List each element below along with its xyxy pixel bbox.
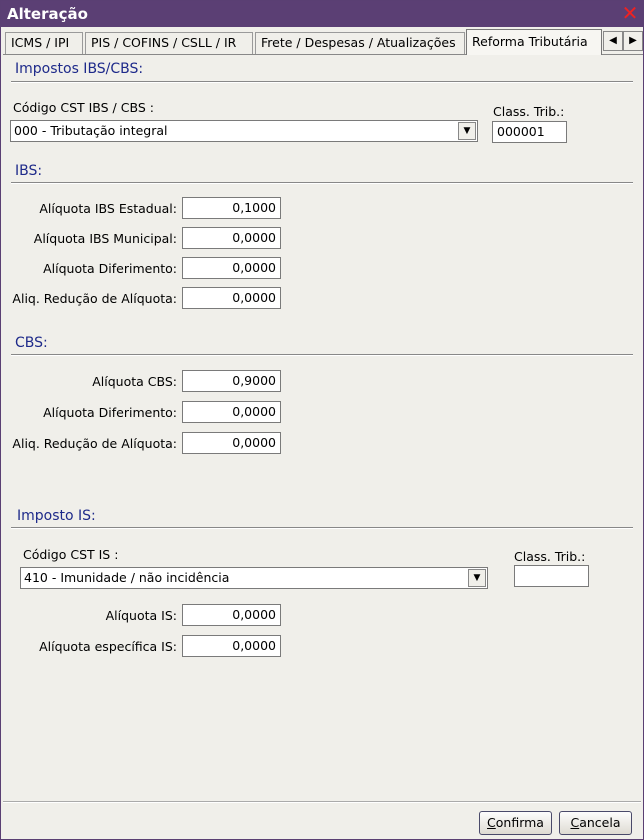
aliquota-especifica-is-label: Alíquota específica IS:: [39, 639, 177, 654]
aliquota-ibs-municipal-input[interactable]: 0,0000: [182, 227, 281, 249]
section-divider: [11, 527, 633, 529]
tab-label: Reforma Tributária: [472, 34, 588, 49]
confirma-mnemonic: C: [487, 815, 496, 830]
window-title: Alteração: [7, 5, 88, 23]
section-title-ibs: IBS:: [15, 163, 43, 179]
aliq-reducao-cbs-input[interactable]: 0,0000: [182, 432, 281, 454]
class-trib-is-input[interactable]: [514, 565, 589, 587]
section-divider: [11, 81, 633, 83]
confirma-button[interactable]: [479, 811, 552, 835]
aliq-reducao-ibs-label: Aliq. Redução de Alíquota:: [12, 291, 177, 306]
section-title-cbs: CBS:: [15, 335, 48, 351]
cancela-label: ancela: [579, 815, 621, 830]
aliquota-diferimento-cbs-label: Alíquota Diferimento:: [43, 405, 177, 420]
cst-ibs-cbs-value: 000 - Tributação integral: [14, 123, 168, 138]
title-bar: [1, 1, 643, 27]
aliquota-ibs-estadual-label: Alíquota IBS Estadual:: [39, 201, 177, 216]
footer-divider: [3, 801, 641, 803]
class-trib-label: Class. Trib.:: [493, 104, 565, 119]
tab-scroll-right-icon[interactable]: ▶: [623, 31, 643, 51]
aliquota-ibs-municipal-label: Alíquota IBS Municipal:: [33, 231, 177, 246]
section-divider: [11, 182, 633, 184]
cst-ibs-cbs-select[interactable]: [10, 120, 478, 142]
tab-icms-ipi[interactable]: [5, 32, 83, 54]
aliquota-diferimento-ibs-label: Alíquota Diferimento:: [43, 261, 177, 276]
aliquota-is-input[interactable]: 0,0000: [182, 604, 281, 626]
chevron-down-icon[interactable]: ▼: [458, 122, 476, 140]
section-divider: [11, 354, 633, 356]
cst-is-label: Código CST IS :: [23, 547, 119, 562]
aliquota-especifica-is-input[interactable]: 0,0000: [182, 635, 281, 657]
section-title-is: Imposto IS:: [17, 508, 96, 524]
tab-strip: [3, 29, 643, 55]
cancela-button[interactable]: [559, 811, 632, 835]
aliq-reducao-ibs-input[interactable]: 0,0000: [182, 287, 281, 309]
cst-ibs-cbs-label: Código CST IBS / CBS :: [13, 100, 154, 115]
section-title-ibs-cbs: Impostos IBS/CBS:: [15, 61, 144, 77]
tab-reforma-tributaria[interactable]: [466, 29, 602, 55]
cancela-mnemonic: C: [570, 815, 580, 830]
aliquota-cbs-input[interactable]: 0,9000: [182, 370, 281, 392]
cst-is-select[interactable]: [20, 567, 488, 589]
aliquota-cbs-label: Alíquota CBS:: [92, 374, 177, 389]
class-trib-input[interactable]: 000001: [492, 121, 567, 143]
chevron-down-icon[interactable]: ▼: [468, 569, 486, 587]
aliquota-ibs-estadual-input[interactable]: 0,1000: [182, 197, 281, 219]
cst-is-value: 410 - Imunidade / não incidência: [24, 570, 230, 585]
aliquota-diferimento-ibs-input[interactable]: 0,0000: [182, 257, 281, 279]
aliq-reducao-cbs-label: Aliq. Redução de Alíquota:: [12, 436, 177, 451]
tab-pis-cofins[interactable]: [85, 32, 253, 54]
tab-label: ICMS / IPI: [11, 35, 70, 50]
tab-frete-despesas[interactable]: [255, 32, 465, 54]
close-icon[interactable]: ✕: [621, 1, 639, 25]
aliquota-is-label: Alíquota IS:: [105, 608, 177, 623]
tab-label: Frete / Despesas / Atualizações: [261, 35, 456, 50]
confirma-label: onfirma: [495, 815, 544, 830]
tab-scroll-left-icon[interactable]: ◀: [603, 31, 623, 51]
tab-label: PIS / COFINS / CSLL / IR: [91, 35, 237, 50]
aliquota-diferimento-cbs-input[interactable]: 0,0000: [182, 401, 281, 423]
class-trib-is-label: Class. Trib.:: [514, 549, 586, 564]
